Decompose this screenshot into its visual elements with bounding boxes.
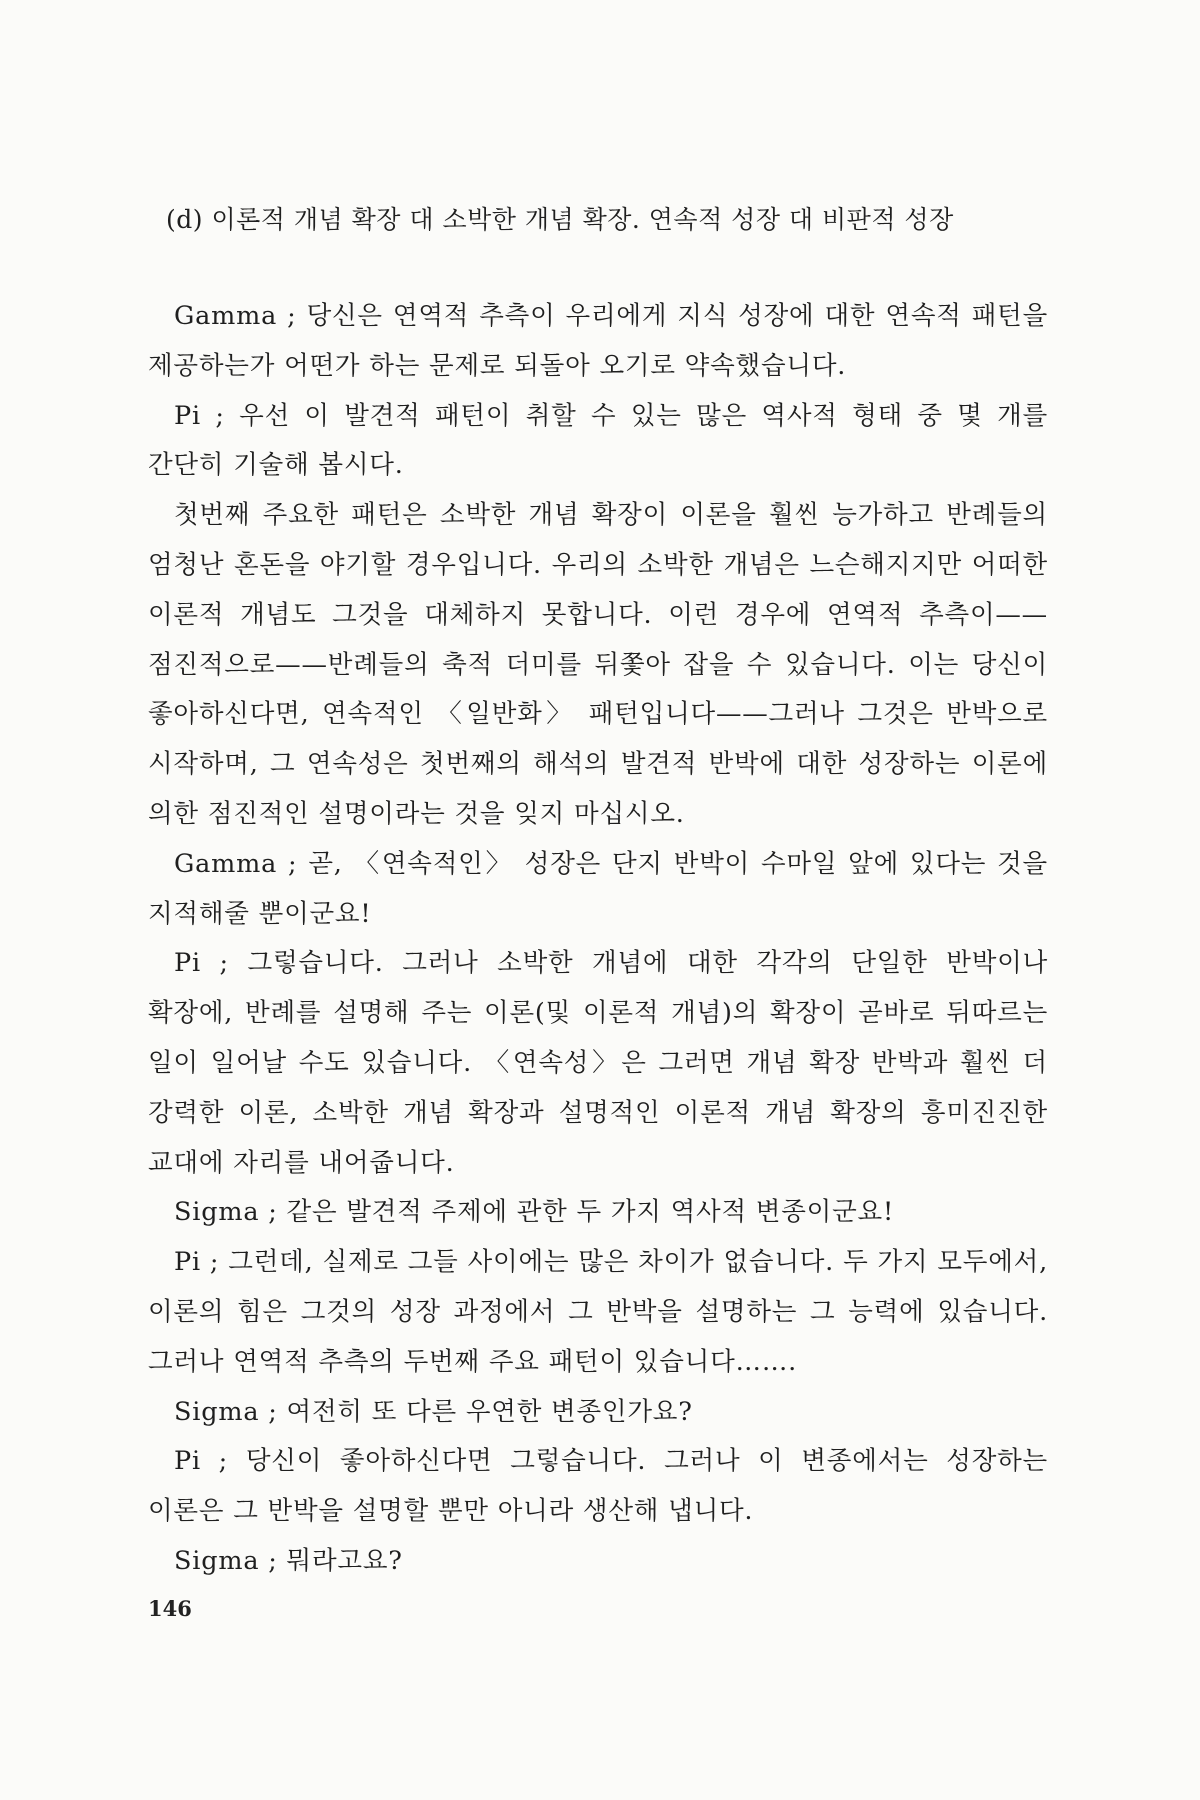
dialogue-paragraph: Sigma ; 같은 발견적 주제에 관한 두 가지 역사적 변종이군요! xyxy=(174,1197,895,1228)
page-number: 146 xyxy=(148,1596,192,1621)
dialogue-paragraph: Pi ; 당신이 좋아하신다면 그렇습니다. 그러나 이 변종에서는 성장하는 이론은 그 반박을 설명할 뿐만 아니라 생산해 냅니다. xyxy=(148,1446,1048,1527)
section-heading: (d) 이론적 개념 확장 대 소박한 개념 확장. 연속적 성장 대 비판적 성장 xyxy=(166,205,954,234)
dialogue-paragraph: 첫번째 주요한 패턴은 소박한 개념 확장이 이론을 훨씬 능가하고 반례들의 엄청난 혼돈을 야기할 경우입니다. 우리의 소박한 개념은 느슨해지지만 어떠한 이론적 개념도 그것을 대체하지 못합니다. 이런 경우에 연역적 추측이——점진적으로——반례들의 축적 더미를 뒤쫓아 잡을 수 있습니다. 이는 당신이 좋아하신다면, 연속적인 〈일반화〉 패턴입니다——그러나 그것은 반박으로 시작하며, 그 연속성은 첫번째의 해석의 발견적 반박에 대한 성장하는 이론에 의한 점진적인 설명이라는 것을 잊지 마십시오. xyxy=(148,500,1048,829)
page-body xyxy=(148,200,1048,1587)
dialogue-paragraph: Pi ; 우선 이 발견적 패턴이 취할 수 있는 많은 역사적 형태 중 몇 개를 간단히 기술해 봅시다. xyxy=(148,400,1048,481)
dialogue-paragraph: Pi ; 그런데, 실제로 그들 사이에는 많은 차이가 없습니다. 두 가지 모두에서, 이론의 힘은 그것의 성장 과정에서 그 반박을 설명하는 그 능력에 있습니다. 그러나 연역적 추측의 두번째 주요 패턴이 있습니다……. xyxy=(148,1247,1048,1377)
dialogue-paragraph: Sigma ; 여전히 또 다른 우연한 변종인가요? xyxy=(174,1396,693,1427)
dialogue-paragraph: Gamma ; 당신은 연역적 추측이 우리에게 지식 성장에 대한 연속적 패턴을 제공하는가 어떤가 하는 문제로 되돌아 오기로 약속했습니다. xyxy=(148,301,1048,381)
dialogue-paragraph: Pi ; 그렇습니다. 그러나 소박한 개념에 대한 각각의 단일한 반박이나 확장에, 반례를 설명해 주는 이론(및 이론적 개념)의 확장이 곧바로 뒤따르는 일이 일어날 수도 있습니다. 〈연속성〉은 그러면 개념 확장 반박과 훨씬 더 강력한 이론, 소박한 개념 확장과 설명적인 이론적 개념 확장의 흥미진진한 교대에 자리를 내어줍니다. xyxy=(148,948,1048,1178)
dialogue-paragraph: Gamma ; 곧, 〈연속적인〉 성장은 단지 반박이 수마일 앞에 있다는 것을 지적해줄 뿐이군요! xyxy=(148,848,1048,929)
dialogue-paragraph: Sigma ; 뭐라고요? xyxy=(174,1545,403,1576)
